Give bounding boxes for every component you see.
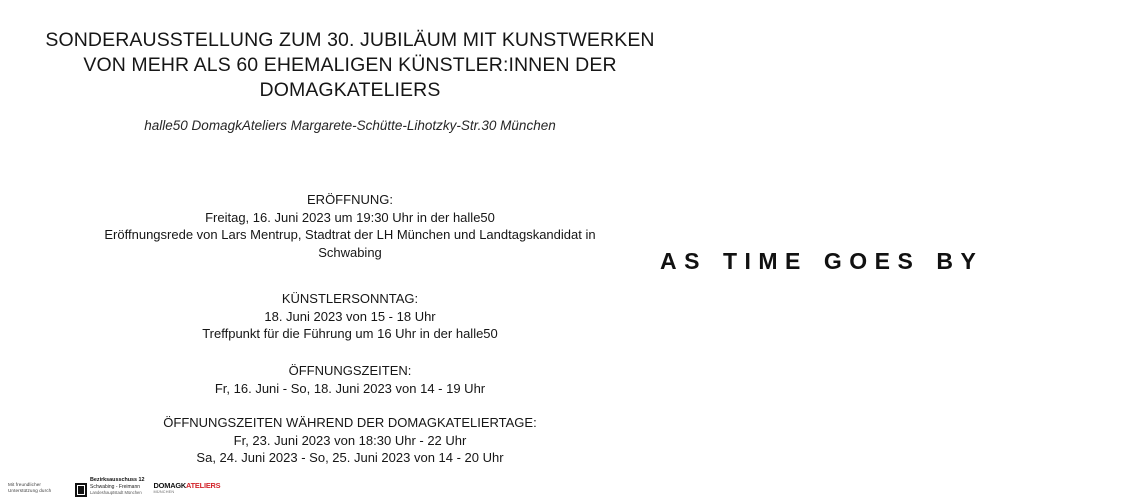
- info-block-opening-line-2: Eröffnungsrede von Lars Mentrup, Stadtrat der LH München und Landtagskandidat in: [104, 227, 596, 242]
- domagkateliers-logo-name: [154, 482, 221, 489]
- info-block-domagk-days-title: ÖFFNUNGSZEITEN WÄHREND DER DOMAGKATELIERTAGE:: [163, 415, 537, 430]
- title-word-3: GOES: [823, 248, 921, 274]
- info-block-opening-hours-title: ÖFFNUNGSZEITEN:: [288, 363, 412, 378]
- venue-address: halle50 DomagkAteliers Margarete-Schütte-Lihotzky-Str.30 München: [144, 118, 556, 133]
- info-block-opening-line-3: Schwabing: [318, 244, 382, 260]
- headline-line-3: DOMAGKATELIERS: [259, 79, 441, 101]
- info-block-domagk-days-line-1: Fr, 23. Juni 2023 von 18:30 Uhr - 22 Uhr: [233, 432, 467, 448]
- info-block-domagk-days: [0, 414, 700, 467]
- info-block-artist-sunday-title: KÜNSTLERSONNTAG:: [281, 291, 419, 306]
- domagkateliers-logo-name-first: DOMAGK: [153, 481, 187, 490]
- domagkateliers-logo-subline: MÜNCHEN: [153, 490, 175, 494]
- exhibition-title-art: [660, 248, 1080, 275]
- info-block-artist-sunday: [0, 290, 700, 343]
- domagkateliers-logo-name-second: ATELIERS: [186, 481, 221, 490]
- headline-line-1: SONDERAUSSTELLUNG ZUM 30. JUBILÄUM MIT KUNSTWERKEN: [45, 29, 655, 51]
- info-block-opening-title: ERÖFFNUNG:: [307, 192, 393, 207]
- info-block-opening-line-1: Freitag, 16. Juni 2023 um 19:30 Uhr in der halle50: [205, 209, 495, 225]
- headline-line-2: VON MEHR ALS 60 EHEMALIGEN KÜNSTLER:INNEN DER: [83, 54, 617, 76]
- info-block-artist-sunday-line-1: 18. Juni 2023 von 15 - 18 Uhr: [264, 308, 436, 324]
- bezirksausschuss-line-3: Landeshauptstadt München: [90, 489, 142, 495]
- info-block-opening-hours: [0, 362, 700, 397]
- domagkateliers-logo: [154, 482, 221, 497]
- sponsor-footer: [8, 475, 220, 497]
- page-title: [0, 28, 700, 103]
- info-block-domagk-days-line-2: Sa, 24. Juni 2023 - So, 25. Juni 2023 von 14 - 20 Uhr: [196, 450, 504, 465]
- info-block-opening-hours-line-1: Fr, 16. Juni - So, 18. Juni 2023 von 14 - 19 Uhr: [214, 380, 486, 396]
- info-block-opening: [0, 191, 700, 261]
- bezirksausschuss-line-2: Schwabing - Freimann: [90, 483, 141, 490]
- coat-of-arms-icon: [75, 483, 87, 497]
- bezirksausschuss-line-1: Bezirksausschuss 12: [90, 477, 145, 484]
- bezirksausschuss-logo-text: [90, 477, 145, 497]
- title-word-4: BY: [936, 248, 984, 274]
- title-word-1: AS: [660, 248, 707, 274]
- support-note: Mit freundlicher Unterstützung durch: [8, 482, 52, 493]
- bezirksausschuss-logo: [75, 477, 145, 497]
- title-word-2: TIME: [722, 248, 808, 274]
- info-block-artist-sunday-line-2: Treffpunkt für die Führung um 16 Uhr in der halle50: [202, 326, 498, 341]
